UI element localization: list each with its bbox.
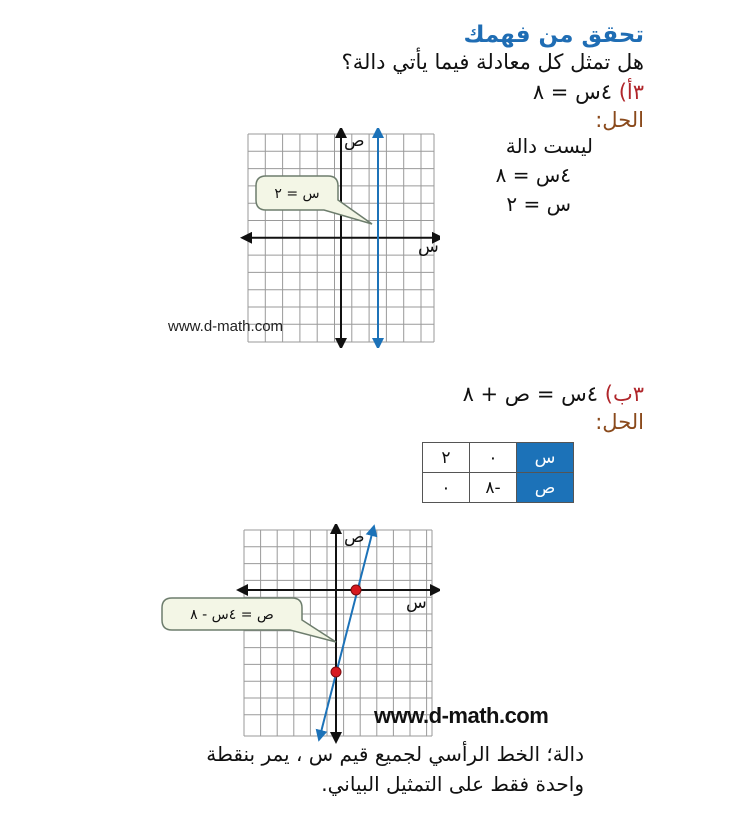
conclusion-line-1: دالة؛ الخط الرأسي لجميع قيم س ، يمر بنقطة <box>206 742 584 766</box>
table-header-y: ص <box>517 473 574 503</box>
section-title: تحقق من فهمك <box>463 22 644 48</box>
part-a-step2: س = ٢ <box>506 192 571 216</box>
table-header-x: س <box>517 443 574 473</box>
conclusion-line-2: واحدة فقط على التمثيل البياني. <box>321 772 584 796</box>
watermark-url-b: www.d-math.com <box>374 703 549 728</box>
graph-b-callout-text: ص = ٤س - ٨ <box>190 607 274 623</box>
graph-b-y-label: ص <box>344 527 365 547</box>
graph-a <box>240 128 440 348</box>
graph-a-callout-text: س = ٢ <box>274 186 320 202</box>
part-a-equation: ٤س = ٨ <box>532 80 612 104</box>
table-cell: ٠ <box>423 473 470 503</box>
table-cell: ٢ <box>423 443 470 473</box>
watermark-url-a: www.d-math.com <box>168 318 284 335</box>
graph-a-y-label: ص <box>344 131 365 151</box>
part-a-label: ٣أ) <box>618 80 644 104</box>
graph-a-x-label: س <box>418 237 439 257</box>
question-text: هل تمثل كل معادلة فيما يأتي دالة؟ <box>341 50 644 74</box>
graph-b-point-y-intercept <box>331 667 341 677</box>
part-b-solution-label: الحل: <box>595 410 644 434</box>
part-b-label: ٣ب) <box>604 382 644 406</box>
table-row-y <box>423 473 574 503</box>
graph-a-callout <box>256 176 372 224</box>
graph-b-point-x-intercept <box>351 585 361 595</box>
graph-b-x-label: س <box>406 593 427 613</box>
values-table <box>422 442 574 503</box>
part-a-step1: ٤س = ٨ <box>495 163 571 187</box>
table-cell: ٠ <box>470 443 517 473</box>
graph-b-function-line <box>320 530 373 736</box>
part-a-solution-label: الحل: <box>595 108 644 132</box>
table-row-x <box>423 443 574 473</box>
part-a-problem <box>533 80 644 104</box>
part-b-equation: ٤س = ص + ٨ <box>462 382 599 406</box>
part-b-problem <box>463 382 644 406</box>
table-cell: -٨ <box>470 473 517 503</box>
part-a-answer: ليست دالة <box>505 134 593 158</box>
